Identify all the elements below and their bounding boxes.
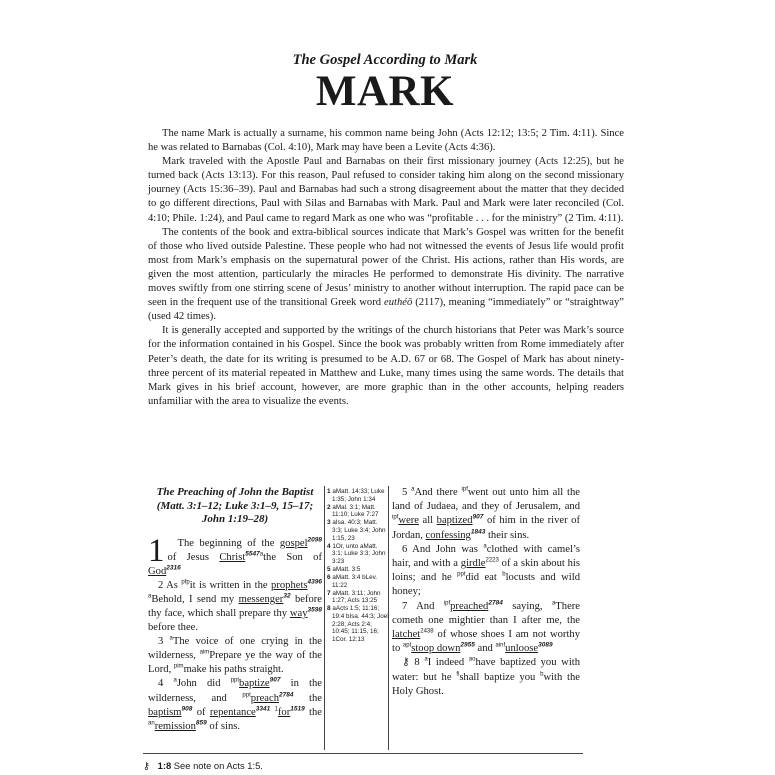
- scripture-column-left: [148, 486, 322, 734]
- cross-reference: 1 aMatt. 14:33; Luke 1:35; John 1:34: [327, 488, 385, 503]
- verse-2: 2 As $^{pfp}$it is written in the prophets$^{4396}$ $^a$Behold, I send my messenger$^{32}$ before thy face, which shall prepare thy way$^{3598}$ before thee.: [148, 578, 322, 634]
- cross-references: [327, 488, 389, 644]
- intro-paragraph: The contents of the book and extra-biblical sources indicate that Mark’s Gospel was written for the benefit of those who lived outside Palestine. These people who had not witnessed the events of Jesus life would profit most from Mark’s emphasis on the supernatural power of the Christ. His actions, rather than His words, are given the most attention, particularly the miracles He performed to demonstrate His divinity. The narrative moves swiftly from one stirring scene of Jesus’ ministry to another without interruption. The rapid pace can be seen in the frequent use of the transitional Greek word euthéō (2117), meaning “immediately” or “straightway” (used 42 times).: [148, 226, 624, 323]
- footnote-text: See note on Acts 1:5.: [173, 760, 263, 771]
- cross-reference: 4 1Or, unto aMatt. 3:1; Luke 3:3; John 3:23: [327, 542, 386, 565]
- footnote-rule: [143, 753, 583, 754]
- cross-reference: 8 aActs 1:5; 11:16; 19:4 bIsa. 44:3; Joel 2:28; Acts 2:4; 10:45; 11:15, 16; 1Cor. 12:13: [327, 605, 389, 643]
- intro-paragraph: Mark traveled with the Apostle Paul and Barnabas on their first missionary journey (Acts 12:25), but he turned back (Acts 13:13). For this reason, Paul refused to consider taking him along on the second missionary journey (Acts 15:36–39). Paul and Barnabas had such a strong disagreement about the matter that they decided to go different directions, Paul with Silas and Barnabas with Mark. Paul and Mark were later reconciled (Col. 4:10; Phile. 1:24), and Paul came to regard Mark as one who was “profitable . . . for the ministry” (2 Tim. 4:11).: [148, 156, 624, 224]
- cross-reference: 2 aMal. 3:1; Matt. 11:10; Luke 7:27: [327, 503, 379, 519]
- verse-3: 3 $^a$The voice of one crying in the wilderness, $^{aim}$Prepare ye the way of the Lord, $^{pim}$make his paths straight.: [148, 635, 323, 676]
- intro-paragraph: The name Mark is actually a surname, his common name being John (Acts 12:12; 13:5; 2 Tim. 4:11). Since he was related to Barnabas (Col. 4:10), Mark may have been a Levite (Acts 4:36).: [148, 128, 624, 154]
- verse-8: ⚷ 8 $^a$I indeed $^{ao}$have baptized you with water: but he $^{fi}$shall baptize you $^b$with the Holy Ghost.: [392, 656, 580, 697]
- study-footnote: [143, 760, 263, 772]
- greek-word: euthéō: [384, 297, 413, 309]
- verse-5: 5 $^a$And there $^{ipf}$went out unto him all the land of Judaea, and they of Jerusalem, and $^{ipf}$were all baptized$^{907}$ of him in the river of Jordan, confessing$^{1843}$ their sins.: [392, 486, 581, 541]
- cross-reference: 5 aMatt. 3:5: [327, 565, 361, 573]
- verse-7: 7 And $^{ipf}$preached$^{2784}$ saying, $^a$There cometh one mightier than I after me, the latchet$^{2438}$ of whose shoes I am not worthy to $^{apt}$stoop down$^{2955}$ and $^{ainf}$unloose$^{3089}$: [392, 599, 580, 655]
- column-divider: [324, 486, 325, 750]
- chapter-number: 1: [148, 532, 165, 569]
- book-subtitle: The Gospel According to Mark: [292, 52, 478, 68]
- section-heading: The Preaching of John the Baptist (Matt. 3:1–12; Luke 3:1–9, 15–17; John 1:19–28): [156, 486, 314, 525]
- book-introduction: [148, 127, 624, 409]
- key-icon: ⚷: [402, 657, 410, 669]
- verse-1: 1 The beginning of the gospel$^{2098}$ of Jesus Christ$^{5547a}$the Son of God$^{2316}$: [148, 537, 322, 579]
- intro-paragraph: It is generally accepted and supported by the writings of the church historians that Peter was Mark’s source for the information contained in his Gospel. Since the book was probably written from Rome immediately after Peter’s death, the date for its writing is presumed to be A.D. 67 or 68. The Gospel of Mark has about ninety-three percent of its material repeated in Matthew and Luke, many times using the same words. The details that Mark gives in his brief account, however, are more graphic than in the other accounts, helping readers unfamiliar with the area to visualize the events.: [148, 325, 624, 407]
- cross-reference: 3 aIsa. 40:3; Matt. 3:3; Luke 3:4; John 1:15, 23: [327, 519, 386, 542]
- key-icon: ⚷: [143, 760, 150, 771]
- cross-reference: 6 aMatt. 3:4 bLev. 11:22: [327, 574, 378, 589]
- verse-4: 4 $^a$John did $^{ppt}$baptize$^{907}$ in the wilderness, and $^{ppt}$preach$^{2784}$ the baptism$^{908}$ of repentance$^{3341}$ $^1$for$^{1519}$ the $^{an}$remission$^{859}$ of sins.: [148, 676, 323, 732]
- verse-6: 6 And John was $^a$clothed with camel’s hair, and with a girdle$^{2223}$ of a skin about his loins; and he $^{ppt}$did eat $^b$locusts and wild honey;: [392, 543, 581, 598]
- footnote-ref: 1:8: [157, 760, 172, 771]
- scripture-column-right: [392, 486, 580, 699]
- book-title: MARK: [315, 68, 455, 115]
- cross-reference: 7 aMatt. 3:11; John 1:27; Acts 13:25: [327, 589, 381, 605]
